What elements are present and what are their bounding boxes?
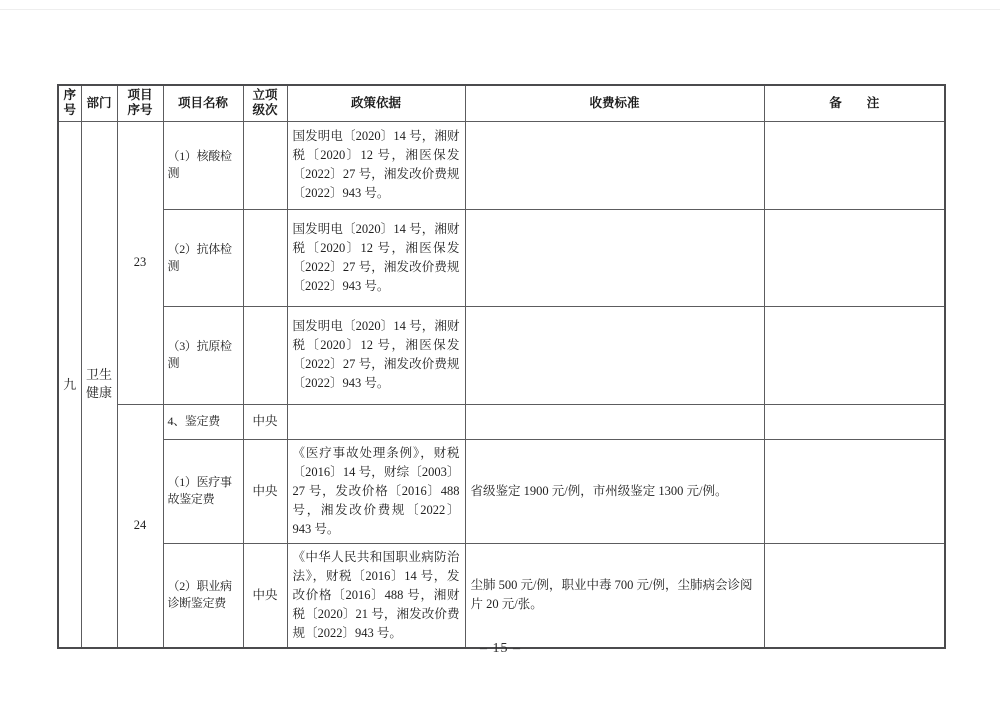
table-row: [58, 543, 945, 648]
page-number: – 15 –: [480, 641, 521, 656]
col-header-policy-basis: 政策依据: [287, 85, 465, 121]
item-name-cell: （1）核酸检测: [163, 121, 243, 209]
table-header-row: [58, 85, 945, 121]
item-name-cell: （3）抗原检测: [163, 306, 243, 404]
item-name-cell: （2）职业病诊断鉴定费: [163, 543, 243, 648]
col-header-fee-standard: 收费标准: [465, 85, 764, 121]
serial-cell: 九: [58, 121, 81, 648]
table-row: [58, 209, 945, 306]
table-row: [58, 404, 945, 439]
fee-standard-cell: 省级鉴定 1900 元/例，市州级鉴定 1300 元/例。: [465, 439, 764, 543]
remarks-cell: [764, 404, 945, 439]
item-no-cell: 23: [117, 121, 163, 404]
table-row: [58, 306, 945, 404]
policy-basis-cell: 国发明电〔2020〕14 号，湘财税〔2020〕12 号，湘医保发〔2022〕27 号，湘发改价费规〔2022〕943 号。: [287, 121, 465, 209]
fee-standard-cell: [465, 404, 764, 439]
table-row: [58, 439, 945, 543]
remarks-cell: [764, 121, 945, 209]
col-header-item-name: 项目名称: [163, 85, 243, 121]
remarks-cell: [764, 209, 945, 306]
approval-level-cell: [243, 306, 287, 404]
scan-artifact-line: [0, 9, 1000, 10]
fee-standard-cell: [465, 121, 764, 209]
approval-level-cell: 中央: [243, 543, 287, 648]
policy-basis-cell: 国发明电〔2020〕14 号，湘财税〔2020〕12 号，湘医保发〔2022〕27 号，湘发改价费规〔2022〕943 号。: [287, 209, 465, 306]
item-name-cell: （1）医疗事故鉴定费: [163, 439, 243, 543]
fee-standard-cell: [465, 209, 764, 306]
item-no-cell: 24: [117, 404, 163, 648]
fee-standard-cell: 尘肺 500 元/例，职业中毒 700 元/例，尘肺病会诊阅片 20 元/张。: [465, 543, 764, 648]
policy-basis-cell: [287, 404, 465, 439]
policy-basis-cell: 《中华人民共和国职业病防治法》，财税〔2016〕14 号，发改价格〔2016〕488 号，湘财税〔2020〕21 号，湘发改价费规〔2022〕943 号。: [287, 543, 465, 648]
col-header-serial: 序号: [58, 85, 81, 121]
approval-level-cell: 中央: [243, 439, 287, 543]
col-header-remarks: 备 注: [764, 85, 945, 121]
remarks-cell: [764, 543, 945, 648]
item-name-cell: （2）抗体检测: [163, 209, 243, 306]
remarks-cell: [764, 306, 945, 404]
col-header-department: 部门: [81, 85, 117, 121]
approval-level-cell: [243, 209, 287, 306]
remarks-cell: [764, 439, 945, 543]
policy-basis-cell: 国发明电〔2020〕14 号，湘财税〔2020〕12 号，湘医保发〔2022〕27 号，湘发改价费规〔2022〕943 号。: [287, 306, 465, 404]
table-row: [58, 121, 945, 209]
col-header-approval-level: 立项级次: [243, 85, 287, 121]
item-name-cell: 4、鉴定费: [163, 404, 243, 439]
fee-schedule-table: [57, 84, 946, 649]
approval-level-cell: [243, 121, 287, 209]
col-header-item-no: 项目序号: [117, 85, 163, 121]
fee-standard-cell: [465, 306, 764, 404]
department-cell: 卫生健康: [81, 121, 117, 648]
approval-level-cell: 中央: [243, 404, 287, 439]
policy-basis-cell: 《医疗事故处理条例》，财税〔2016〕14 号，财综〔2003〕27 号，发改价格〔2016〕488 号，湘发改价费规〔2022〕943 号。: [287, 439, 465, 543]
